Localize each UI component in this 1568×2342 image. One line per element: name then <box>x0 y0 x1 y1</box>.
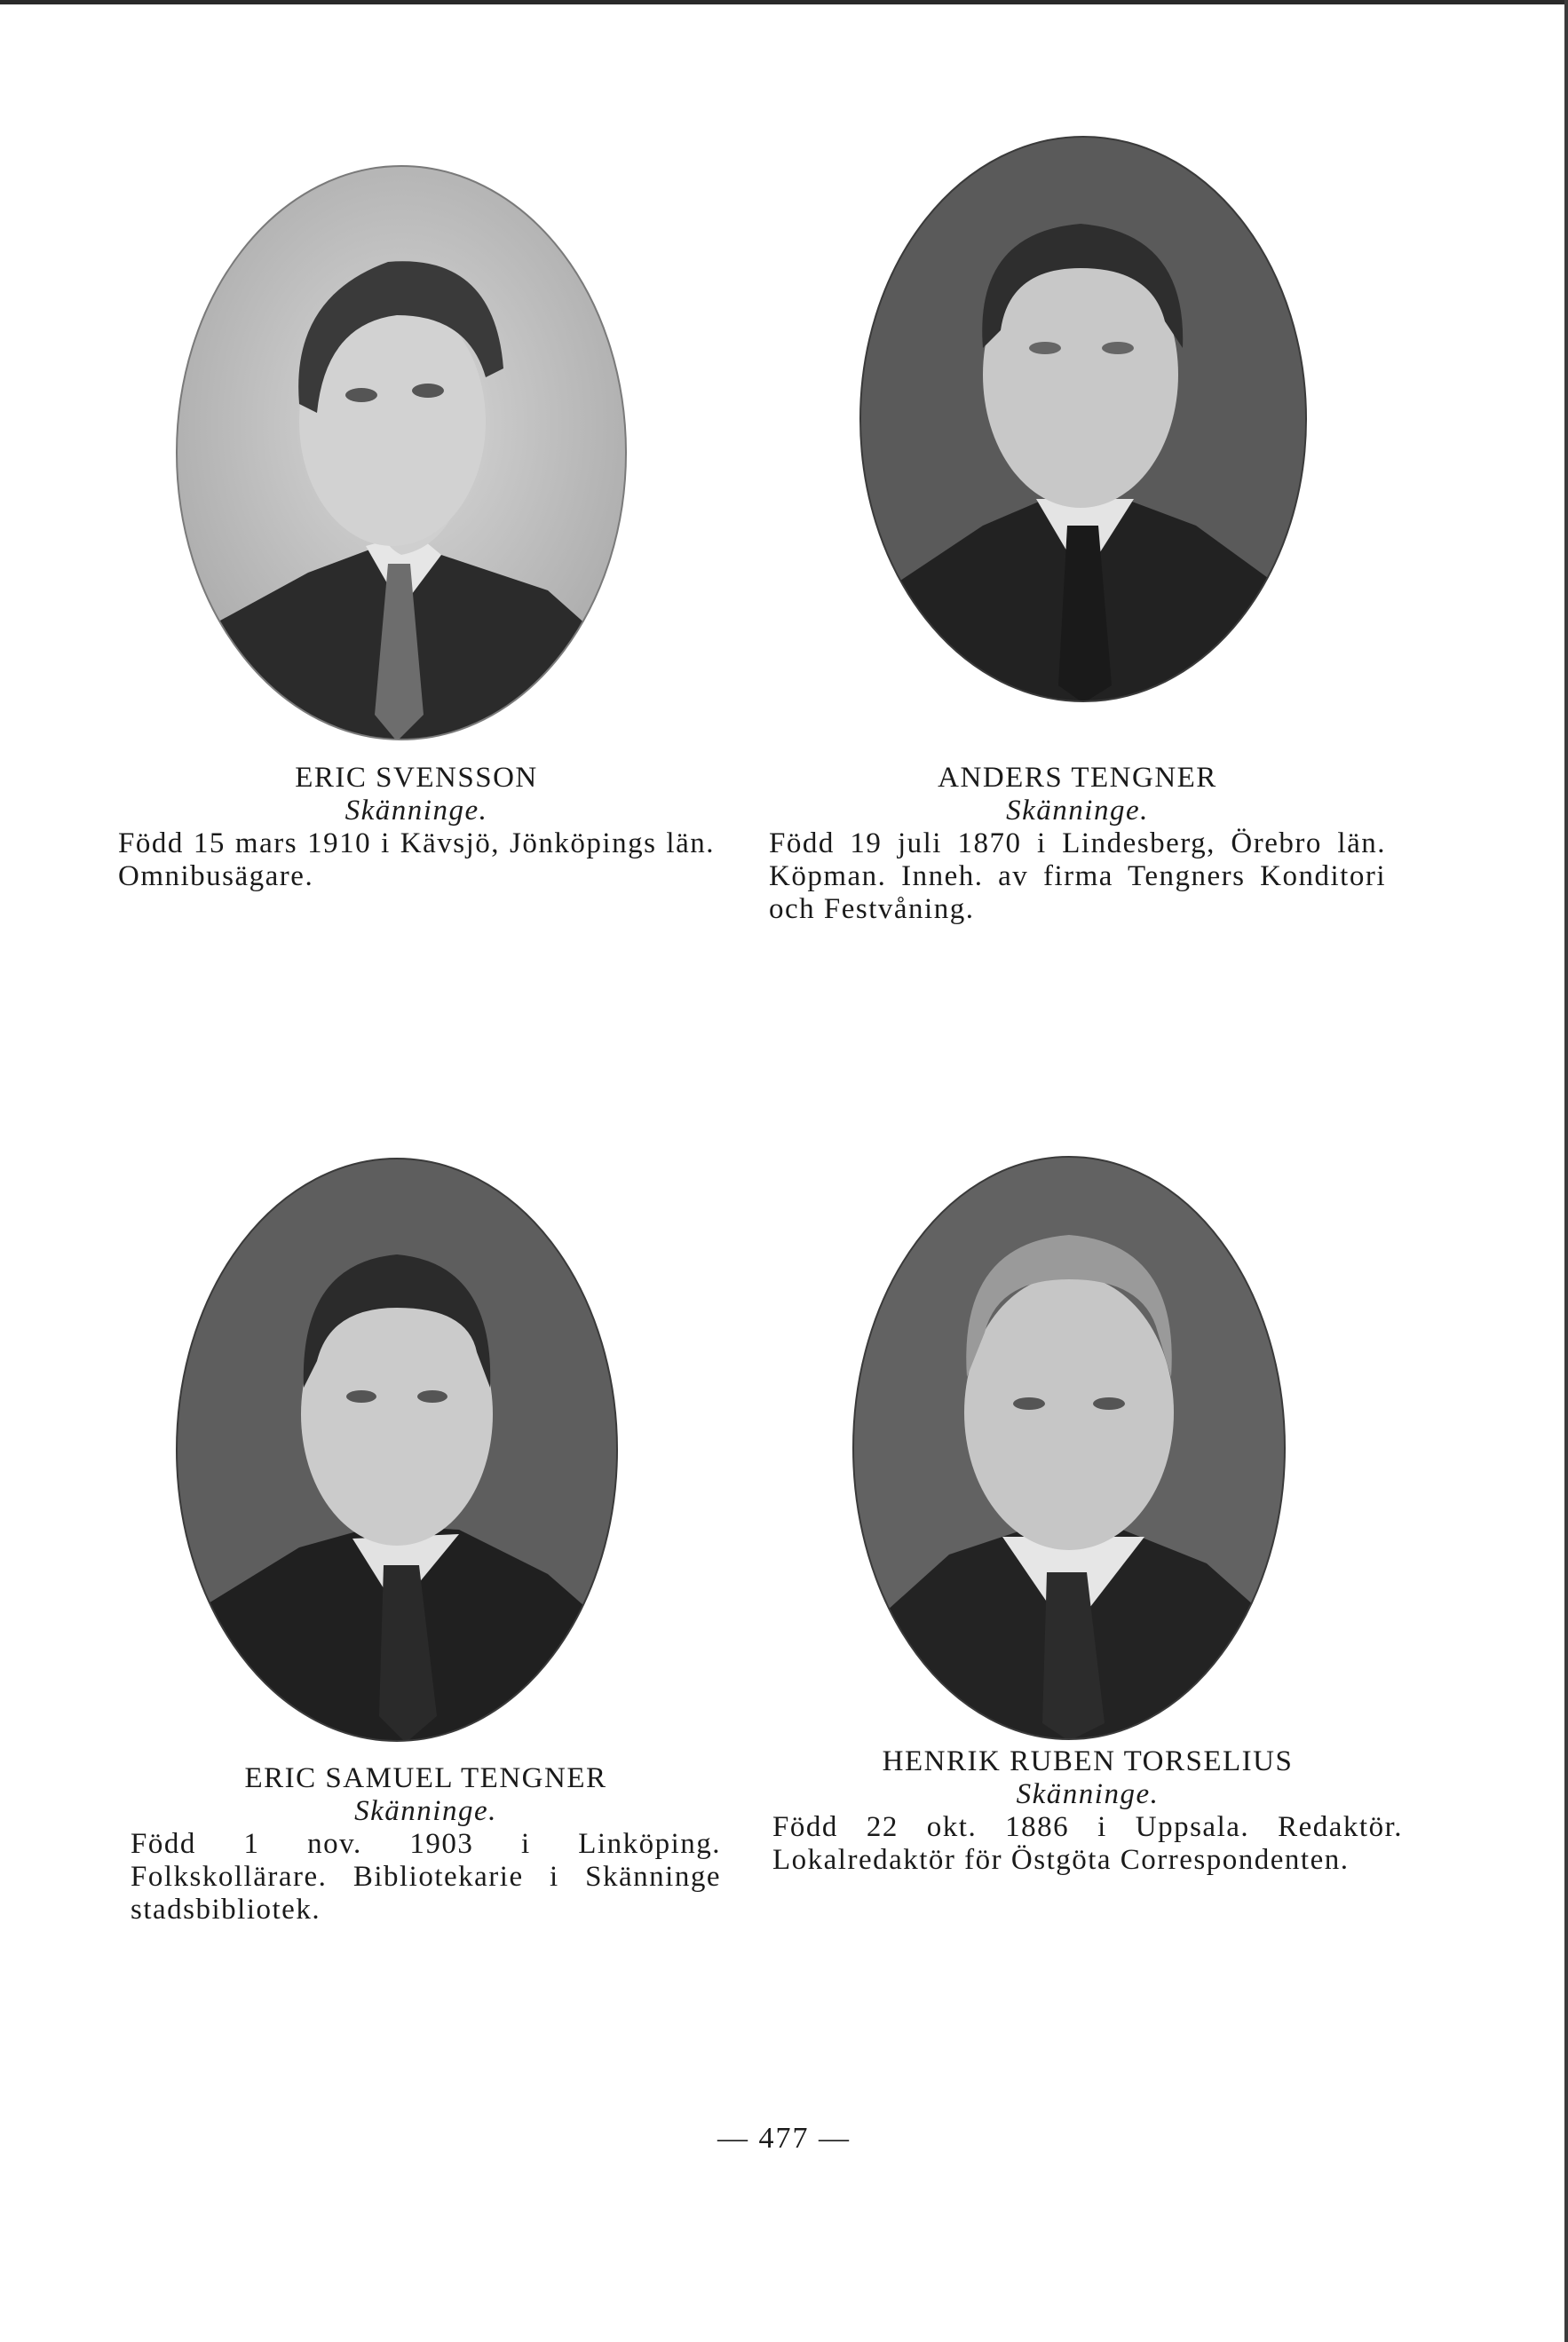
scan-edge-right <box>1564 0 1568 2342</box>
person-name: ERIC SVENSSON <box>295 762 538 794</box>
portrait-eric-samuel-tengner <box>175 1157 619 1743</box>
person-bio: Född 15 mars 1910 i Kävsjö, Jönköpings län. Omnibusägare. <box>118 827 715 892</box>
portrait-henrik-ruben-torselius <box>851 1155 1287 1741</box>
person-name: ANDERS TENGNER <box>938 762 1217 794</box>
scan-edge-top <box>0 0 1568 4</box>
page-number: — 477 — <box>717 2122 851 2155</box>
caption-eric-svensson <box>118 762 715 893</box>
caption-anders-tengner <box>769 762 1386 926</box>
portrait-eric-svensson <box>175 164 628 741</box>
caption-henrik-ruben-torselius <box>772 1745 1403 1877</box>
person-name: HENRIK RUBEN TORSELIUS <box>882 1745 1294 1777</box>
person-bio: Född 1 nov. 1903 i Linköping. Folkskollärare. Bibliotekarie i Skänninge stadsbibliotek. <box>131 1828 721 1926</box>
person-name: ERIC SAMUEL TENGNER <box>244 1762 607 1794</box>
person-bio: Född 19 juli 1870 i Lindesberg, Örebro län. Köpman. Inneh. av firma Tengners Konditori och Festvåning. <box>769 827 1386 925</box>
person-place: Skänninge. <box>354 1795 497 1827</box>
person-place: Skänninge. <box>1016 1778 1160 1810</box>
caption-eric-samuel-tengner <box>131 1762 721 1927</box>
person-bio: Född 22 okt. 1886 i Uppsala. Redaktör. Lokalredaktör för Östgöta Correspondenten. <box>772 1811 1403 1876</box>
person-place: Skänninge. <box>1006 795 1149 827</box>
portrait-anders-tengner <box>859 135 1308 703</box>
person-place: Skänninge. <box>344 795 488 827</box>
